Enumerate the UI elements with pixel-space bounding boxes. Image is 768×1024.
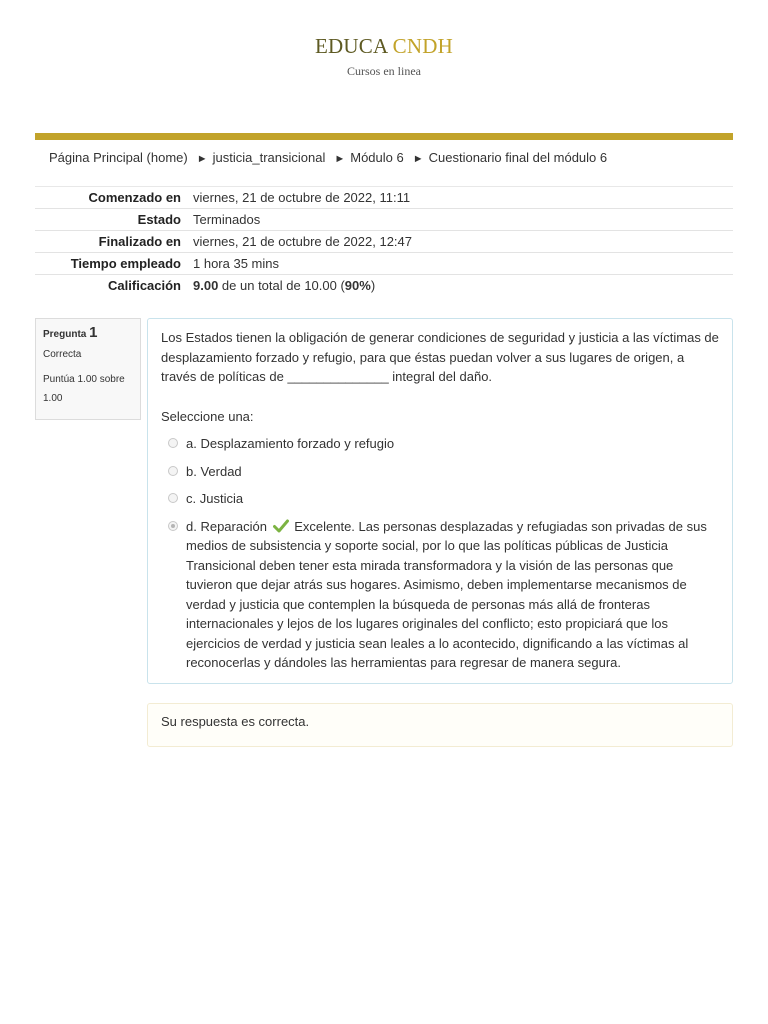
summary-value: Terminados [193, 209, 733, 231]
question-content [147, 318, 733, 684]
breadcrumb-course[interactable]: justicia_transicional [212, 150, 326, 165]
summary-row-finished [35, 231, 733, 253]
summary-value: viernes, 21 de octubre de 2022, 11:11 [193, 187, 733, 209]
attempt-summary-table [35, 186, 733, 296]
answer-prompt: Seleccione una: [161, 408, 254, 424]
breadcrumb [49, 150, 607, 165]
breadcrumb-separator: ► [196, 153, 208, 165]
site-subtitle: Cursos en linea [347, 64, 421, 78]
grade-end: ) [370, 278, 376, 293]
summary-row-grade [35, 275, 733, 297]
summary-row-time [35, 253, 733, 275]
answer-option-label: d. Reparación [186, 518, 267, 534]
summary-grade-value [193, 275, 733, 297]
question-state: Correcta [43, 349, 82, 360]
question-number-label: Pregunta [43, 329, 87, 340]
summary-row-started [35, 187, 733, 209]
summary-label: Finalizado en [35, 231, 193, 253]
answer-option-label: c. Justicia [186, 491, 244, 506]
question-info [35, 318, 141, 420]
summary-label: Tiempo empleado [35, 253, 193, 275]
question-text: Los Estados tienen la obligación de generar condiciones de seguridad y justicia a las víctimas de desplazamiento forzado y refugio, para que éstas puedan volver a sus lugares de origen, a través de políticas de ______________ integral del daño. [161, 330, 719, 384]
check-icon [273, 519, 289, 533]
breadcrumb-home[interactable]: Página Principal (home) [49, 150, 188, 165]
question-number-value: 1 [89, 324, 98, 341]
radio-button[interactable] [168, 466, 178, 476]
breadcrumb-quiz[interactable]: Cuestionario final del módulo 6 [428, 150, 608, 165]
summary-value: viernes, 21 de octubre de 2022, 12:47 [193, 231, 733, 253]
header-divider [35, 133, 733, 140]
answer-option-b[interactable] [161, 462, 719, 482]
breadcrumb-separator: ► [334, 153, 346, 165]
answer-option-label: b. Verdad [186, 463, 242, 479]
option-feedback: Excelente. Las personas desplazadas y refugiadas son privadas de sus medios de subsistencia y soporte social, por lo que las políticas públicas de Justicia Transicional deben tener esta mirada transformadora y la visión de las personas que tuvieron que dejar atrás sus hogares. Asimismo, deben implementarse mecanismos de verdad y justicia que contemplen la búsqueda de personas más allá de fronteras internacionales y lejos de los lugares originales del conflicto; esto propiciará que los ejercicios de verdad y justicia sean leales a lo acontecido, dignificando a las víctimas al reconocerlas y dándoles las herramientas para regresar de manera segura. [186, 518, 707, 670]
answer-option-label: a. Desplazamiento forzado y refugio [186, 436, 395, 451]
answer-feedback [147, 703, 733, 747]
summary-value: 1 hora 35 mins [193, 253, 733, 275]
answer-option-c[interactable] [161, 489, 719, 509]
brand-name-part2: CNDH [392, 34, 453, 58]
grade-middle: de un total de 10.00 ( [218, 278, 345, 293]
radio-button[interactable] [168, 438, 178, 448]
summary-label: Comenzado en [35, 187, 193, 209]
grade-percent: 90% [344, 278, 371, 293]
answer-option-a[interactable] [161, 434, 719, 454]
radio-button[interactable] [168, 493, 178, 503]
breadcrumb-module[interactable]: Módulo 6 [350, 150, 404, 165]
breadcrumb-separator: ► [412, 153, 424, 165]
summary-row-state [35, 209, 733, 231]
summary-label: Estado [35, 209, 193, 231]
summary-label: Calificación [35, 275, 193, 297]
question-number [43, 324, 133, 341]
radio-button-selected[interactable] [168, 521, 178, 531]
brand-name-part1: EDUCA [315, 34, 388, 58]
grade-score: 9.00 [193, 278, 219, 293]
site-logo[interactable] [0, 34, 768, 59]
site-header [0, 34, 768, 79]
feedback-text: Su respuesta es correcta. [161, 714, 310, 729]
question-grade: Puntúa 1.00 sobre 1.00 [43, 374, 125, 404]
answer-option-d[interactable] [161, 517, 719, 673]
